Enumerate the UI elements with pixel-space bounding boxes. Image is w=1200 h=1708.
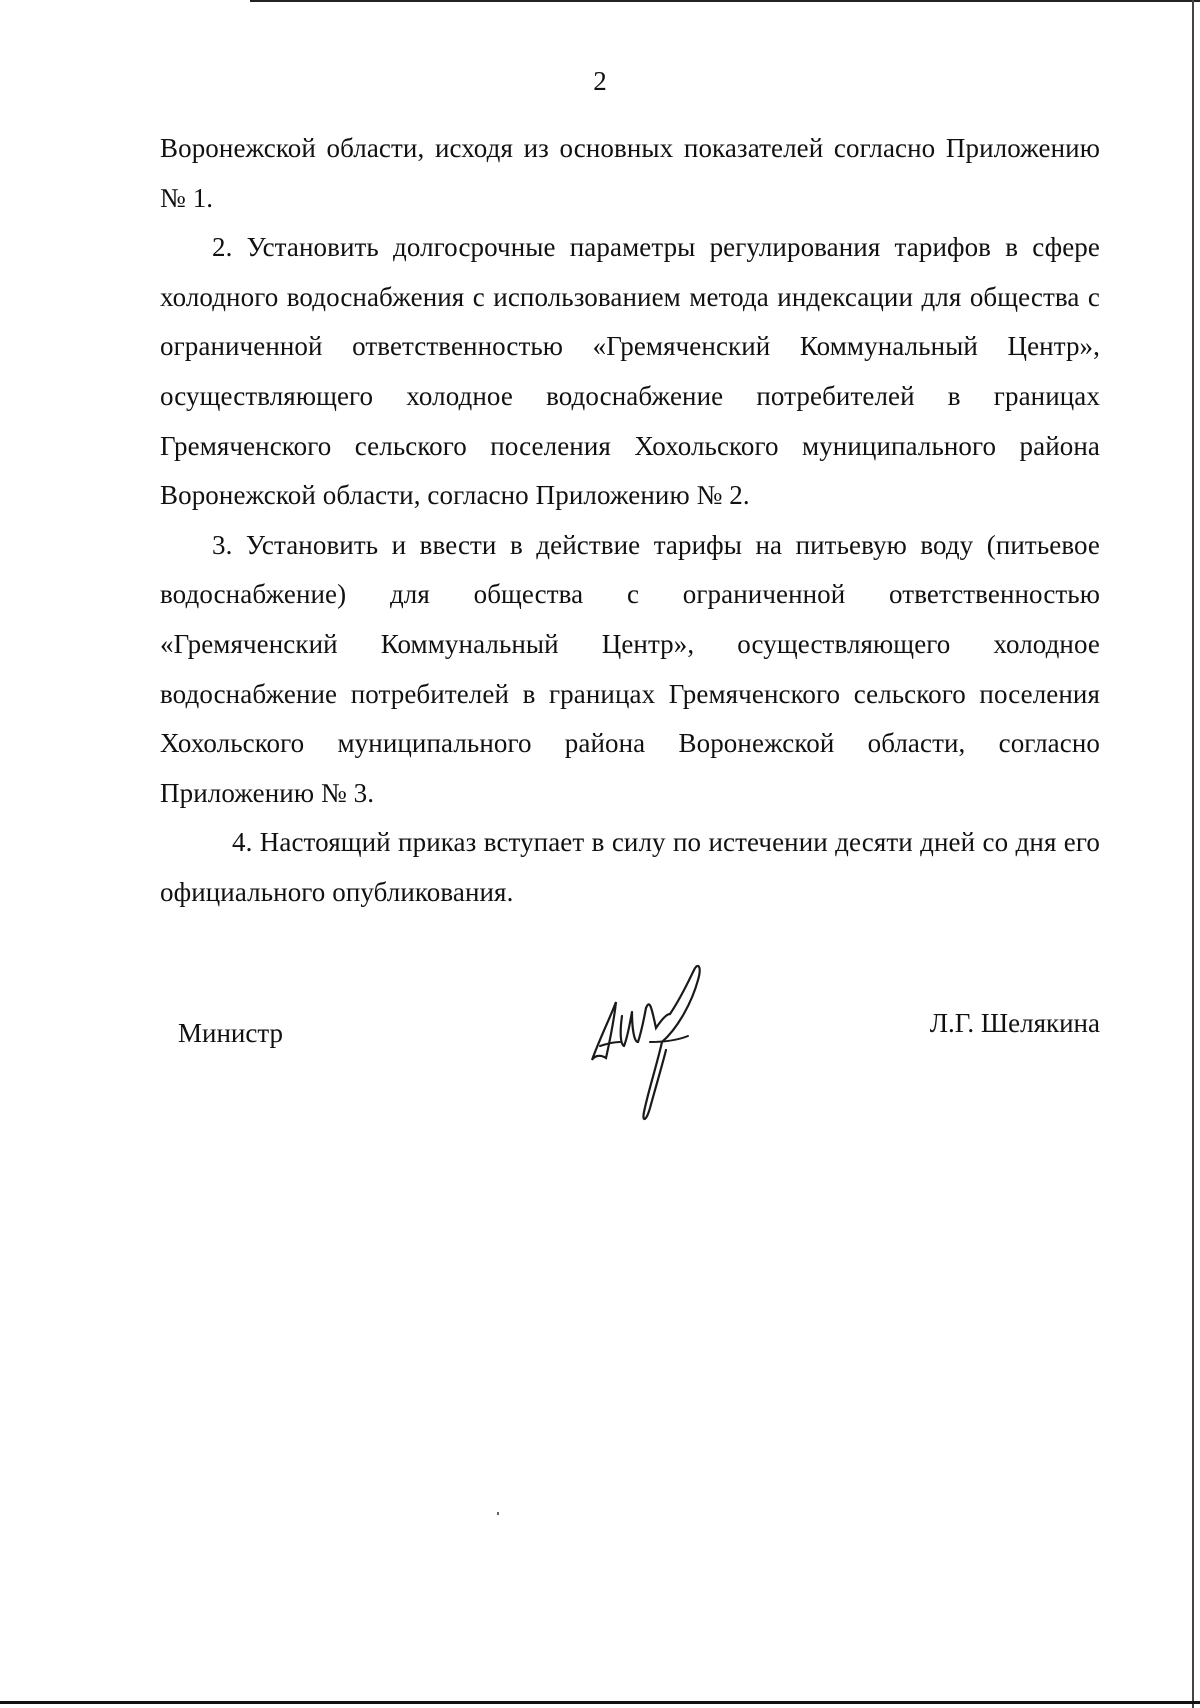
scan-top-edge bbox=[250, 0, 1200, 2]
document-body bbox=[160, 124, 1100, 918]
paragraph-item-4: 4. Настоящий приказ вступает в силу по истечении десяти дней со дня его официального опубликования. bbox=[160, 827, 1100, 907]
scan-speck bbox=[497, 1512, 499, 1515]
page-number: 2 bbox=[593, 66, 607, 96]
paragraph-item-3: 3. Установить и ввести в действие тарифы на питьевую воду (питьевое водоснабжение) для общества с ограниченной ответственностью «Гремяченский Коммунальный Центр», осуществляющего холодное водоснабжение потребителей в границах Гремяченского сельского поселения Хохольского муниципального района Воронежской области, согласно Приложению № 3. bbox=[160, 529, 1100, 808]
signer-title: Министр bbox=[178, 1018, 283, 1048]
signature-block bbox=[160, 958, 1100, 1158]
scan-right-edge bbox=[1192, 0, 1194, 1708]
signer-name: Л.Г. Шелякина bbox=[929, 1008, 1100, 1038]
paragraph-item-2: 2. Установить долгосрочные параметры регулирования тарифов в сфере холодного водоснабжения с использованием метода индексации для общества с ограниченной ответственностью «Гремяченский Коммунальный Центр», осуществляющего холодное водоснабжение потребителей в границах Гремяченского сельского поселения Хохольского муниципального района Воронежской области, согласно Приложению № 2. bbox=[160, 232, 1100, 511]
scan-bottom-edge bbox=[0, 1701, 1200, 1704]
paragraph-continuation: Воронежской области, исходя из основных показателей согласно Приложению № 1. bbox=[160, 133, 1100, 213]
handwritten-signature bbox=[570, 958, 730, 1128]
